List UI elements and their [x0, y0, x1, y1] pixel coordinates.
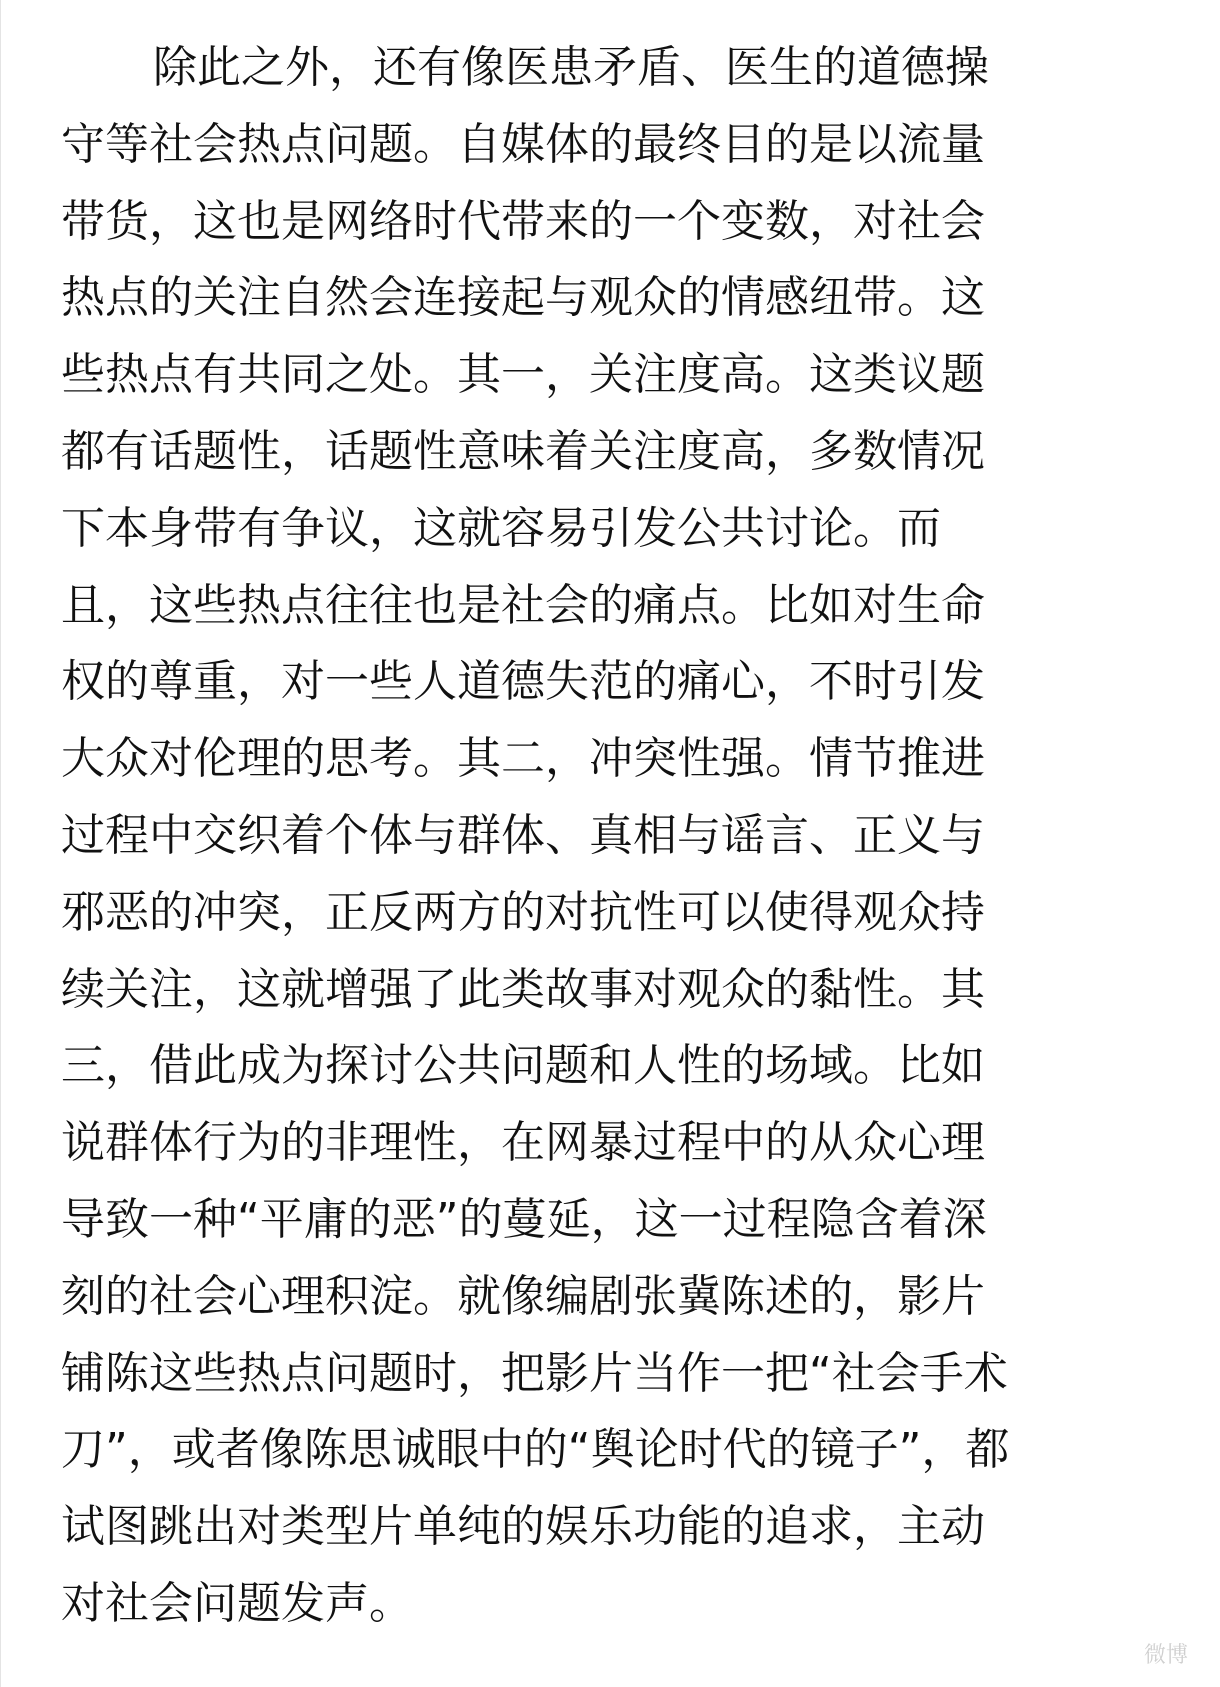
text-line-20: 试图跳出对类型片单纯的娱乐功能的追求，主动: [61, 1501, 985, 1553]
text-line-6: 都有话题性，话题性意味着关注度高，多数情况: [61, 425, 985, 477]
article-body: [61, 30, 1161, 1643]
text-line-14: 三，借此成为探讨公共问题和人性的场域。比如: [61, 1040, 985, 1092]
text-line-16: 导致一种“平庸的恶”的蔓延，这一过程隐含着深: [61, 1193, 987, 1245]
watermark: 微博: [1143, 1643, 1188, 1668]
text-line-13: 续关注，这就增强了此类故事对观众的黏性。其: [61, 963, 985, 1015]
text-line-7: 下本身带有争议，这就容易引发公共讨论。而: [61, 502, 941, 554]
text-line-19: 刀”，或者像陈思诚眼中的“舆论时代的镜子”，都: [61, 1424, 1010, 1476]
text-line-10: 大众对伦理的思考。其二，冲突性强。情节推进: [61, 733, 985, 785]
text-line-15: 说群体行为的非理性，在网暴过程中的从众心理: [61, 1117, 985, 1169]
text-line-8: 且，这些热点往往也是社会的痛点。比如对生命: [61, 579, 985, 631]
text-line-2: 守等社会热点问题。自媒体的最终目的是以流量: [61, 118, 985, 170]
text-line-17: 刻的社会心理积淀。就像编剧张冀陈述的，影片: [61, 1270, 985, 1322]
text-line-18: 铺陈这些热点问题时，把影片当作一把“社会手术: [61, 1347, 1008, 1399]
text-line-9: 权的尊重，对一些人道德失范的痛心，不时引发: [61, 656, 985, 708]
text-line-1: 除此之外，还有像医患矛盾、医生的道德操: [153, 42, 989, 93]
text-line-5: 些热点有共同之处。其一，关注度高。这类议题: [61, 349, 985, 401]
text-line-3: 带货，这也是网络时代带来的一个变数，对社会: [61, 195, 985, 247]
text-line-4: 热点的关注自然会连接起与观众的情感纽带。这: [61, 272, 985, 324]
text-line-12: 邪恶的冲突，正反两方的对抗性可以使得观众持: [61, 886, 985, 938]
text-line-21: 对社会问题发声。: [61, 1577, 413, 1629]
text-line-11: 过程中交织着个体与群体、真相与谣言、正义与: [61, 809, 985, 861]
